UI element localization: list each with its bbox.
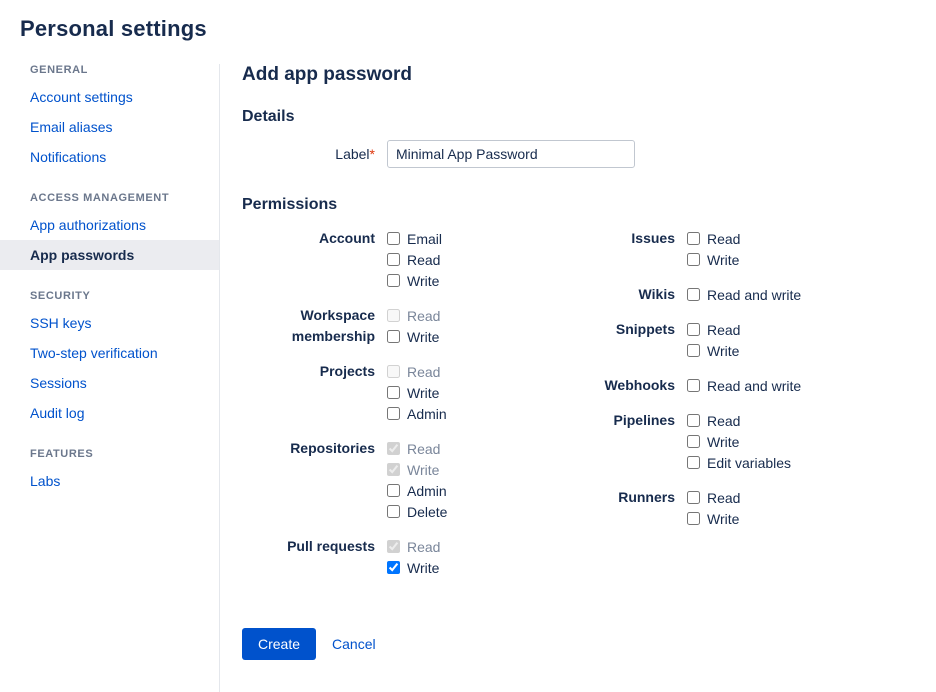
permission-group-label: Runners bbox=[618, 489, 675, 505]
permission-option bbox=[387, 557, 542, 578]
label-input[interactable] bbox=[387, 140, 635, 168]
permission-group bbox=[242, 305, 542, 347]
permissions-left-column bbox=[242, 228, 542, 592]
sidebar-group bbox=[0, 192, 219, 270]
permission-option bbox=[387, 438, 542, 459]
permission-option-label: Read bbox=[407, 440, 441, 457]
sidebar-item-two-step-verification[interactable]: Two-step verification bbox=[30, 345, 158, 361]
permission-option-label[interactable]: Write bbox=[707, 342, 740, 359]
permission-option bbox=[387, 270, 542, 291]
permission-group bbox=[242, 228, 542, 291]
permission-option-label[interactable]: Read and write bbox=[707, 286, 802, 303]
permission-options bbox=[387, 438, 542, 522]
form-actions bbox=[242, 628, 936, 660]
page-title: Personal settings bbox=[20, 16, 207, 41]
permission-option-label: Write bbox=[407, 461, 440, 478]
permission-option bbox=[687, 487, 842, 508]
permission-group-label: Wikis bbox=[638, 286, 675, 302]
permission-option-label: Read bbox=[407, 307, 441, 324]
permissions-columns bbox=[242, 228, 936, 592]
sidebar-group-heading: FEATURES bbox=[30, 448, 94, 460]
permission-checkbox[interactable] bbox=[387, 561, 400, 574]
permission-group bbox=[242, 361, 542, 424]
permission-option-label[interactable]: Read bbox=[707, 321, 741, 338]
permission-options bbox=[687, 228, 842, 270]
sidebar-group bbox=[0, 290, 219, 428]
permission-checkbox bbox=[387, 463, 400, 476]
permission-group bbox=[242, 438, 542, 522]
permission-option-label: Read bbox=[407, 538, 441, 555]
permission-option bbox=[387, 501, 542, 522]
permission-options bbox=[687, 410, 842, 473]
permission-group bbox=[242, 536, 542, 578]
permission-option-label[interactable]: Write bbox=[407, 272, 440, 289]
label-field-row bbox=[242, 140, 936, 168]
permission-option-label[interactable]: Write bbox=[407, 328, 440, 345]
permission-options bbox=[687, 319, 842, 361]
permission-option bbox=[687, 249, 842, 270]
permission-option-label[interactable]: Write bbox=[407, 384, 440, 401]
permission-option bbox=[687, 452, 842, 473]
permission-checkbox[interactable] bbox=[387, 253, 400, 266]
permission-checkbox[interactable] bbox=[387, 407, 400, 420]
permission-option bbox=[687, 431, 842, 452]
permission-group-label: Issues bbox=[631, 230, 675, 246]
permission-option bbox=[387, 305, 542, 326]
permission-group-label: Workspace membership bbox=[291, 307, 375, 344]
details-section bbox=[242, 108, 936, 168]
permission-options bbox=[687, 375, 842, 396]
permission-option-label[interactable]: Write bbox=[407, 559, 440, 576]
sidebar-item-app-authorizations[interactable]: App authorizations bbox=[30, 217, 146, 233]
sidebar-item-notifications[interactable]: Notifications bbox=[30, 149, 107, 165]
permission-options bbox=[687, 487, 842, 529]
permission-group-label: Pull requests bbox=[287, 538, 375, 554]
permission-option-label[interactable]: Write bbox=[707, 433, 740, 450]
permission-option bbox=[387, 536, 542, 557]
permission-checkbox[interactable] bbox=[387, 484, 400, 497]
permission-group bbox=[542, 410, 842, 473]
permission-option-label[interactable]: Read bbox=[707, 489, 741, 506]
create-button[interactable]: Create bbox=[242, 628, 316, 660]
permission-option-label[interactable]: Write bbox=[707, 251, 740, 268]
sidebar-item-account-settings[interactable]: Account settings bbox=[30, 89, 133, 105]
sidebar-group-heading: SECURITY bbox=[30, 290, 91, 302]
permission-group-label: Pipelines bbox=[613, 412, 675, 428]
sidebar-item-sessions[interactable]: Sessions bbox=[30, 375, 87, 391]
permission-checkbox[interactable] bbox=[687, 435, 700, 448]
permission-option bbox=[387, 382, 542, 403]
sidebar-item-audit-log[interactable]: Audit log bbox=[30, 405, 85, 421]
sidebar bbox=[0, 64, 220, 692]
permission-options bbox=[387, 305, 542, 347]
permission-option bbox=[387, 480, 542, 501]
permission-checkbox[interactable] bbox=[687, 491, 700, 504]
permission-checkbox[interactable] bbox=[687, 456, 700, 469]
permission-option-label[interactable]: Read and write bbox=[707, 377, 802, 394]
label-field-label bbox=[242, 146, 387, 162]
permission-checkbox[interactable] bbox=[687, 344, 700, 357]
sidebar-item-ssh-keys[interactable]: SSH keys bbox=[30, 315, 92, 331]
permission-checkbox[interactable] bbox=[687, 323, 700, 336]
permission-checkbox[interactable] bbox=[387, 330, 400, 343]
sidebar-item-app-passwords[interactable]: App passwords bbox=[0, 240, 219, 270]
permission-option-label[interactable]: Email bbox=[407, 230, 443, 247]
permission-checkbox bbox=[387, 309, 400, 322]
permission-option-label[interactable]: Admin bbox=[407, 482, 447, 499]
permission-option bbox=[687, 340, 842, 361]
permission-option-label[interactable]: Read bbox=[707, 230, 741, 247]
permission-group-label: Projects bbox=[319, 363, 375, 379]
permissions-heading: Permissions bbox=[242, 196, 338, 213]
permission-checkbox[interactable] bbox=[687, 512, 700, 525]
permission-group bbox=[542, 228, 842, 270]
permission-checkbox[interactable] bbox=[387, 232, 400, 245]
sidebar-group-heading: GENERAL bbox=[30, 64, 88, 76]
permission-option-label[interactable]: Delete bbox=[407, 503, 448, 520]
permission-option bbox=[687, 284, 842, 305]
permission-option-label[interactable]: Read bbox=[407, 251, 441, 268]
permission-checkbox[interactable] bbox=[687, 253, 700, 266]
permission-option-label[interactable]: Admin bbox=[407, 405, 447, 422]
permission-checkbox bbox=[387, 540, 400, 553]
permission-group bbox=[542, 487, 842, 529]
permission-option bbox=[687, 508, 842, 529]
permission-group-label: Repositories bbox=[290, 440, 375, 456]
details-heading: Details bbox=[242, 108, 295, 125]
permission-checkbox[interactable] bbox=[687, 232, 700, 245]
permission-checkbox[interactable] bbox=[387, 505, 400, 518]
permission-option-label[interactable]: Edit variables bbox=[707, 454, 792, 471]
permission-checkbox[interactable] bbox=[387, 274, 400, 287]
permission-checkbox[interactable] bbox=[687, 414, 700, 427]
sidebar-group bbox=[0, 448, 219, 496]
permissions-section bbox=[242, 196, 936, 592]
permission-group-label: Snippets bbox=[615, 321, 675, 337]
permission-checkbox[interactable] bbox=[687, 379, 700, 392]
permission-option-label: Read bbox=[407, 363, 441, 380]
label-field-text: Label bbox=[335, 146, 370, 162]
permission-option bbox=[387, 361, 542, 382]
permission-option bbox=[387, 326, 542, 347]
permission-option bbox=[687, 410, 842, 431]
content-title: Add app password bbox=[242, 64, 412, 85]
permission-option-label[interactable]: Read bbox=[707, 412, 741, 429]
permission-group bbox=[542, 284, 842, 305]
permission-group bbox=[542, 319, 842, 361]
required-asterisk: * bbox=[369, 146, 375, 162]
sidebar-item-email-aliases[interactable]: Email aliases bbox=[30, 119, 113, 135]
sidebar-group bbox=[0, 64, 219, 172]
permission-checkbox[interactable] bbox=[687, 288, 700, 301]
permission-options bbox=[387, 228, 542, 291]
permission-checkbox[interactable] bbox=[387, 386, 400, 399]
permission-option bbox=[687, 375, 842, 396]
sidebar-item-labs[interactable]: Labs bbox=[30, 473, 61, 489]
permission-options bbox=[387, 361, 542, 424]
page-layout bbox=[0, 64, 936, 692]
permission-option bbox=[687, 228, 842, 249]
permission-option bbox=[687, 319, 842, 340]
permissions-right-column bbox=[542, 228, 842, 592]
permission-group-label: Account bbox=[319, 230, 375, 246]
permission-group-label: Webhooks bbox=[604, 377, 675, 393]
permission-option-label[interactable]: Write bbox=[707, 510, 740, 527]
permission-option bbox=[387, 403, 542, 424]
permission-checkbox bbox=[387, 365, 400, 378]
permission-option bbox=[387, 459, 542, 480]
permission-option bbox=[387, 249, 542, 270]
permission-options bbox=[687, 284, 842, 305]
sidebar-group-heading: ACCESS MANAGEMENT bbox=[30, 192, 170, 204]
permission-group bbox=[542, 375, 842, 396]
cancel-button[interactable]: Cancel bbox=[332, 636, 376, 652]
main-content bbox=[220, 64, 936, 692]
permission-option bbox=[387, 228, 542, 249]
permission-options bbox=[387, 536, 542, 578]
permission-checkbox bbox=[387, 442, 400, 455]
